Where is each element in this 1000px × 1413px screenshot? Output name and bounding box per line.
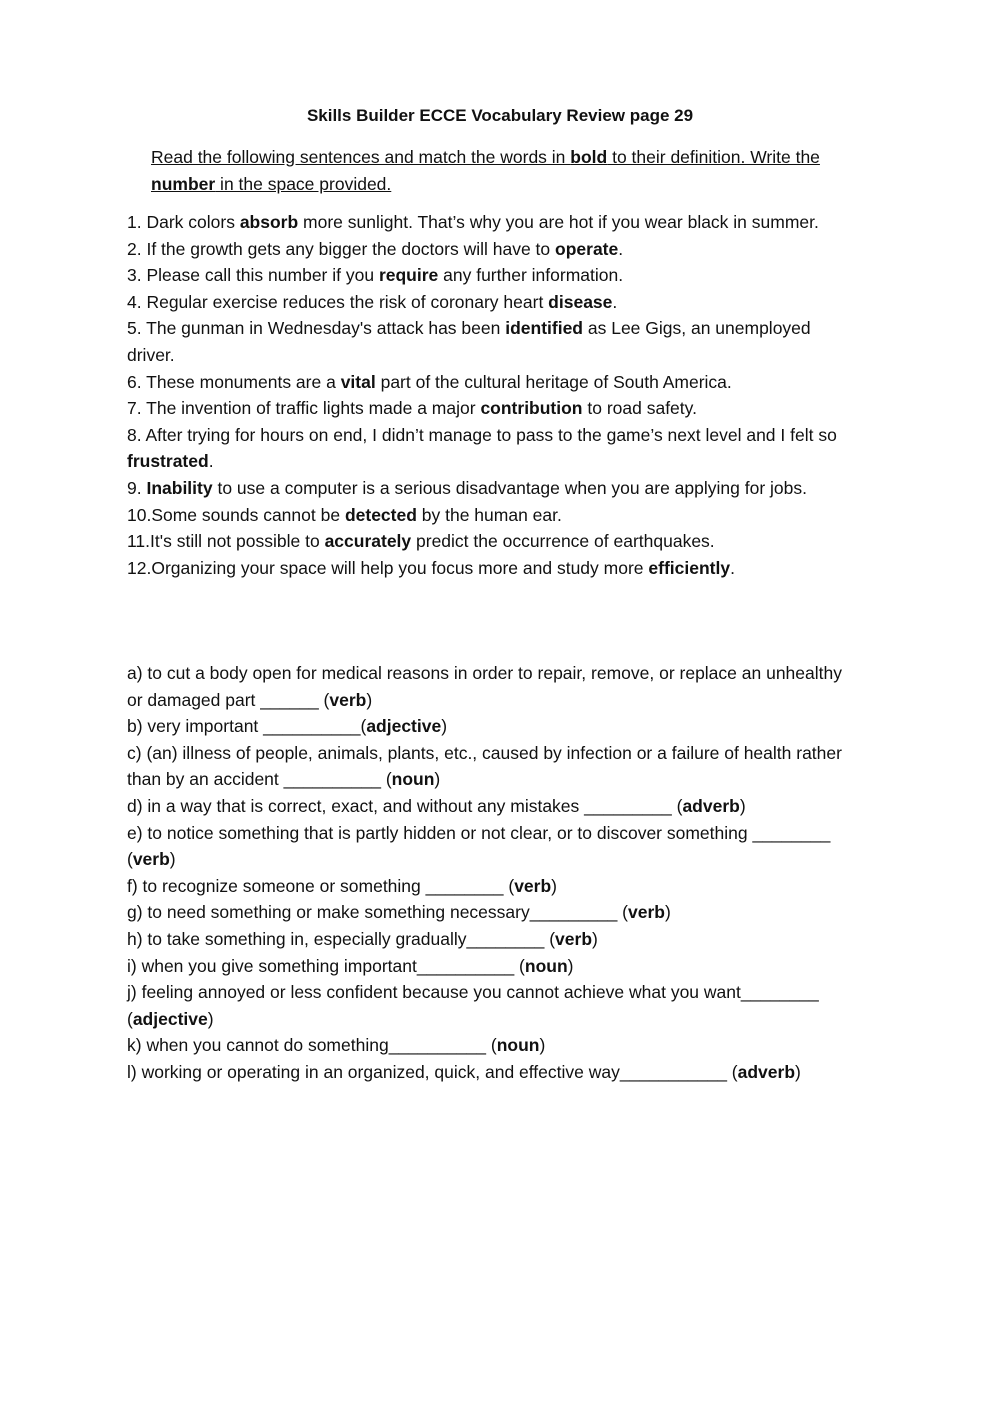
definition-item <box>127 953 862 980</box>
part-of-speech: verb <box>514 875 552 896</box>
instructions-bold-word: bold <box>570 147 608 167</box>
part-of-speech: adjective <box>132 1008 208 1029</box>
definition-item <box>127 899 862 926</box>
sentence-text: 11.It's still not possible to <box>127 531 325 552</box>
sentence-text: by the human ear. <box>416 504 562 525</box>
vocabulary-word: vital <box>340 371 376 392</box>
definition-text: i) when you give something important__________ ( <box>127 955 525 976</box>
definition-text: ) <box>441 716 448 737</box>
sentence-text: 7. The invention of traffic lights made a major <box>127 398 481 419</box>
part-of-speech: adjective <box>366 716 442 737</box>
vocabulary-word: frustrated <box>127 451 209 472</box>
instructions-text: Read the following sentences and match the words in <box>151 147 571 167</box>
sentence-text: to use a computer is a serious disadvantage when you are applying for jobs. <box>212 477 807 498</box>
sentence-text: 8. After trying for hours on end, I didn’t manage to pass to the game’s next level and I felt so <box>127 424 837 445</box>
definition-text: d) in a way that is correct, exact, and without any mistakes _________ ( <box>127 795 683 816</box>
instructions-bold-word: number <box>151 173 216 194</box>
sentence-text: predict the occurrence of earthquakes. <box>411 531 715 552</box>
definition-item <box>127 713 862 740</box>
vocabulary-word: identified <box>505 318 583 339</box>
vocabulary-word: require <box>378 265 439 286</box>
definition-item <box>127 793 862 820</box>
definition-list <box>127 660 862 1086</box>
sentence-text: 10.Some sounds cannot be <box>127 504 345 525</box>
vocabulary-word: accurately <box>324 531 412 552</box>
definition-item <box>127 660 862 713</box>
vocabulary-word: contribution <box>480 398 583 419</box>
sentence-text: 9. <box>127 477 147 498</box>
part-of-speech: noun <box>496 1035 540 1056</box>
definition-text: ) <box>169 849 176 870</box>
definition-text: ) <box>795 1061 801 1082</box>
sentence-item <box>127 369 849 396</box>
part-of-speech: verb <box>132 849 170 870</box>
sentence-text: 12.Organizing your space will help you focus more and study more <box>127 557 649 578</box>
definition-item <box>127 820 862 873</box>
sentence-text: . <box>618 238 624 259</box>
definition-text: ) <box>434 769 441 790</box>
sentence-text: as Lee Gigs, an unemployed driver. <box>127 318 811 365</box>
definition-text: ) <box>366 689 373 710</box>
definition-text: e) to notice something that is partly hidden or not clear, or to discover something ________ ( <box>127 822 831 870</box>
sentence-item <box>127 422 849 475</box>
sentence-item <box>127 236 849 263</box>
sentence-text: part of the cultural heritage of South America. <box>375 371 732 392</box>
definition-text: ) <box>567 955 574 976</box>
sentence-item <box>127 555 849 582</box>
vocabulary-word: operate <box>555 238 619 259</box>
sentence-text: . <box>730 557 735 578</box>
sentence-text: any further information. <box>438 265 624 286</box>
sentence-text: 2. If the growth gets any bigger the doctors will have to <box>127 238 556 259</box>
part-of-speech: noun <box>391 769 435 790</box>
vocabulary-word: efficiently <box>648 557 731 578</box>
definition-item <box>127 740 862 793</box>
vocabulary-word: Inability <box>146 477 213 498</box>
definition-text: h) to take something in, especially gradually________ ( <box>127 928 556 949</box>
definition-text: ) <box>539 1035 546 1056</box>
sentence-text: more sunlight. That’s why you are hot if you wear black in summer. <box>298 212 819 232</box>
definition-text: ) <box>664 902 671 923</box>
sentence-item <box>127 315 849 368</box>
page-title: Skills Builder ECCE Vocabulary Review page 29 <box>306 106 694 125</box>
vocabulary-word: absorb <box>239 212 299 232</box>
part-of-speech: noun <box>524 955 568 976</box>
definition-text: ) <box>207 1008 214 1029</box>
definition-item <box>127 979 862 1032</box>
definition-text: ) <box>592 928 598 949</box>
part-of-speech: verb <box>628 902 665 923</box>
sentence-text: 1. Dark colors <box>127 212 240 232</box>
sentence-text: . <box>208 451 214 472</box>
sentence-item <box>127 528 849 555</box>
sentence-item <box>127 289 849 316</box>
sentence-item <box>127 395 849 422</box>
definition-text: a) to cut a body open for medical reasons in order to repair, remove, or replace an unhealthy or damaged part ______ ( <box>127 663 842 710</box>
definition-text: c) (an) illness of people, animals, plants, etc., caused by infection or a failure of health rather than by an accident __________ ( <box>127 742 842 790</box>
sentence-text: 5. The gunman in Wednesday's attack has been <box>127 318 506 339</box>
sentence-text: 4. Regular exercise reduces the risk of coronary heart <box>127 291 549 312</box>
instructions-text: in the space provided. <box>215 173 392 194</box>
part-of-speech: adverb <box>737 1061 796 1082</box>
vocabulary-word: detected <box>344 504 417 525</box>
definition-text: g) to need something or make something necessary_________ ( <box>127 902 628 923</box>
sentence-item <box>127 502 849 529</box>
part-of-speech: verb <box>555 928 593 949</box>
definition-item <box>127 873 862 900</box>
sentence-text: 6. These monuments are a <box>127 371 341 392</box>
sentence-text: to road safety. <box>582 398 697 419</box>
definition-text: ) <box>551 875 557 896</box>
sentence-item <box>127 475 849 502</box>
part-of-speech: verb <box>329 689 367 710</box>
sentence-list <box>127 209 849 581</box>
instructions-text: to their definition. Write the <box>607 147 820 167</box>
definition-text: b) very important __________( <box>127 716 367 737</box>
definition-text: ) <box>739 795 746 816</box>
part-of-speech: adverb <box>682 795 740 816</box>
vocabulary-word: disease <box>548 291 613 312</box>
definition-item <box>127 1032 862 1059</box>
sentence-item <box>127 209 849 236</box>
definition-item <box>127 926 862 953</box>
definition-text: l) working or operating in an organized, quick, and effective way___________ ( <box>127 1061 738 1082</box>
sentence-item <box>127 262 849 289</box>
sentence-text: 3. Please call this number if you <box>127 265 379 286</box>
definition-text: k) when you cannot do something__________ ( <box>127 1035 497 1056</box>
definition-text: f) to recognize someone or something ________ ( <box>127 875 515 896</box>
definition-item <box>127 1059 862 1086</box>
instructions <box>151 144 851 197</box>
definition-text: j) feeling annoyed or less confident because you cannot achieve what you want________ ( <box>127 982 819 1029</box>
sentence-text: . <box>612 291 618 312</box>
